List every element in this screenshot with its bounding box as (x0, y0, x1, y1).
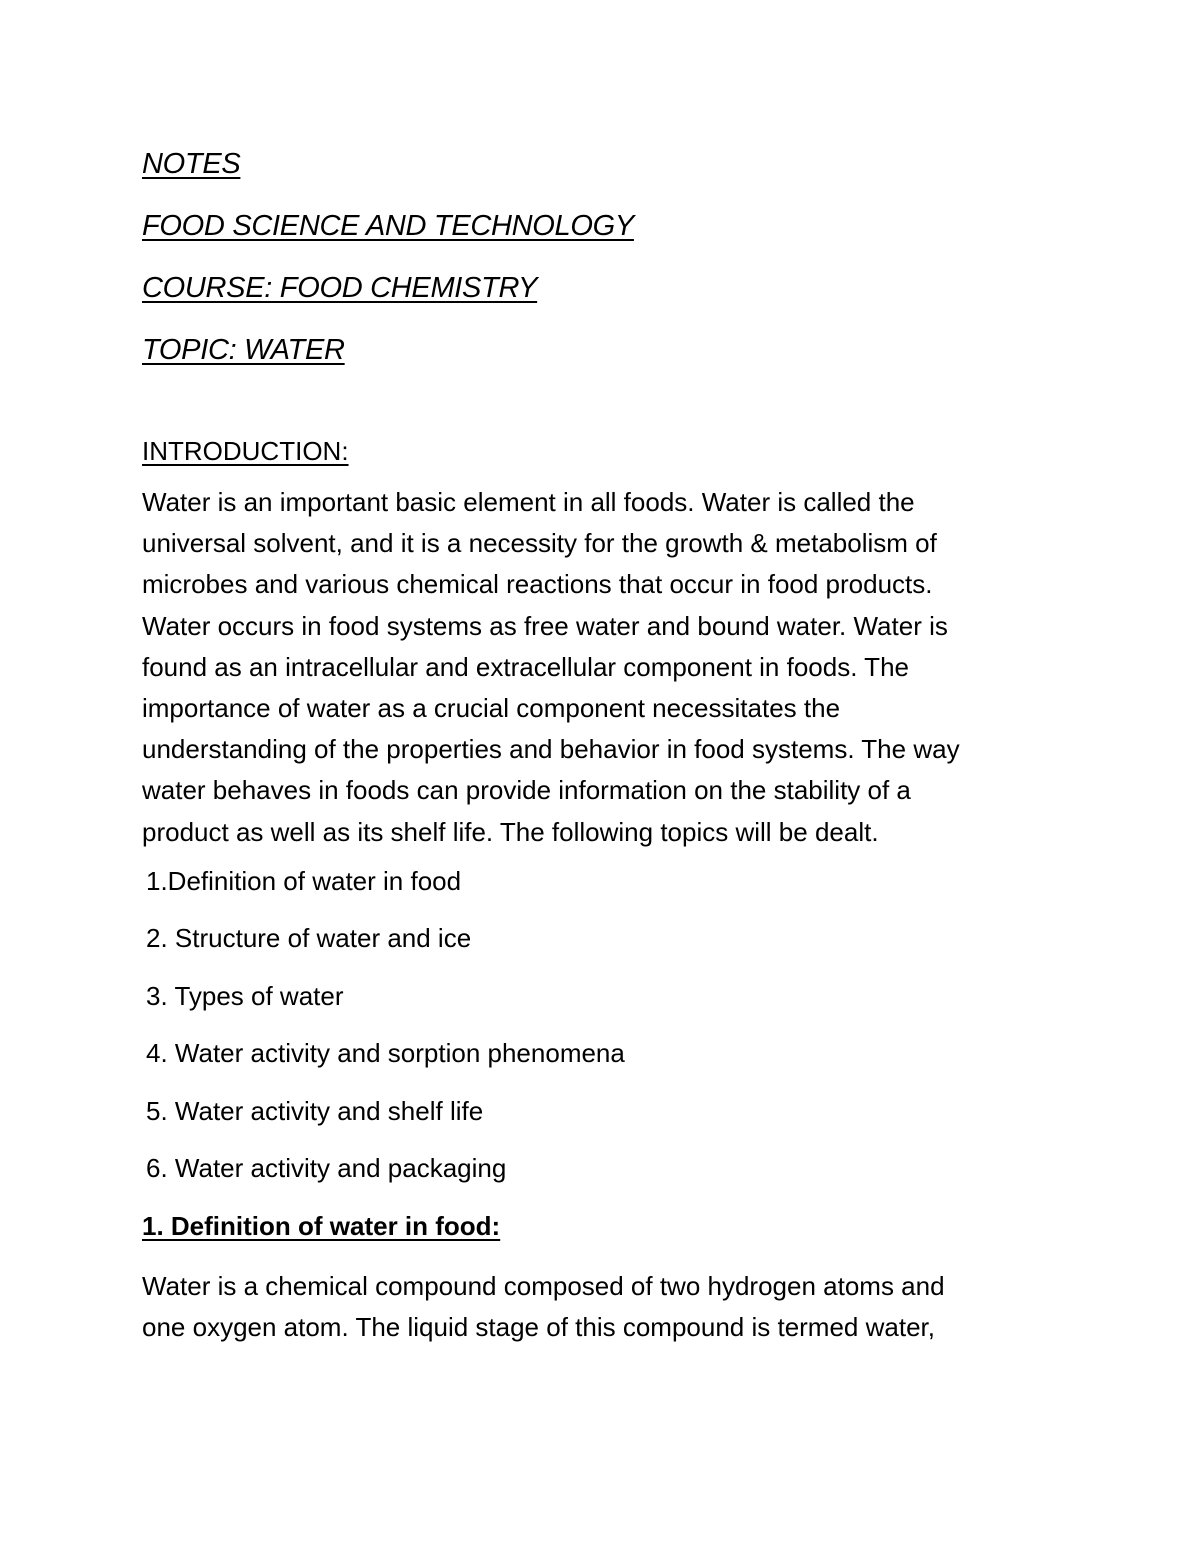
paragraph-line: product as well as its shelf life. The following topics will be dealt. (142, 816, 879, 847)
paragraph-line: Water is an important basic element in all foods. Water is called the (142, 487, 915, 517)
paragraph-line: water behaves in foods can provide information on the stability of a (142, 775, 911, 806)
introduction-label: INTRODUCTION: (142, 436, 349, 466)
topic-item: 1.Definition of water in food (146, 865, 462, 896)
paragraph-line: Water occurs in food systems as free water and bound water. Water is (142, 610, 948, 641)
topic-heading: TOPIC: WATER (142, 334, 345, 366)
paragraph-line: understanding of the properties and behavior in food systems. The way (142, 734, 960, 765)
topic-item: 3. Types of water (146, 980, 344, 1011)
topic-item: 5. Water activity and shelf life (146, 1095, 484, 1126)
paragraph-line: one oxygen atom. The liquid stage of this compound is termed water, (142, 1312, 935, 1343)
paragraph-line: universal solvent, and it is a necessity for the growth & metabolism of (142, 528, 937, 559)
introduction-paragraph (142, 482, 1072, 853)
notes-heading: NOTES (142, 148, 241, 180)
topic-item: 2. Structure of water and ice (146, 923, 472, 954)
paragraph-line: found as an intracellular and extracellular component in foods. The (142, 651, 909, 682)
document-content (142, 146, 1072, 1358)
course-heading: COURSE: FOOD CHEMISTRY (142, 272, 538, 304)
topic-item: 4. Water activity and sorption phenomena (146, 1038, 625, 1069)
program-heading: FOOD SCIENCE AND TECHNOLOGY (142, 210, 634, 242)
definition-heading: 1. Definition of water in food: (142, 1210, 501, 1241)
paragraph-line: Water is a chemical compound composed of two hydrogen atoms and (142, 1270, 945, 1301)
topic-item: 6. Water activity and packaging (146, 1153, 507, 1184)
definition-paragraph (142, 1266, 1072, 1348)
paragraph-line: microbes and various chemical reactions that occur in food products. (142, 569, 933, 600)
topic-list (142, 863, 1072, 1187)
paragraph-line: importance of water as a crucial component necessitates the (142, 693, 841, 724)
